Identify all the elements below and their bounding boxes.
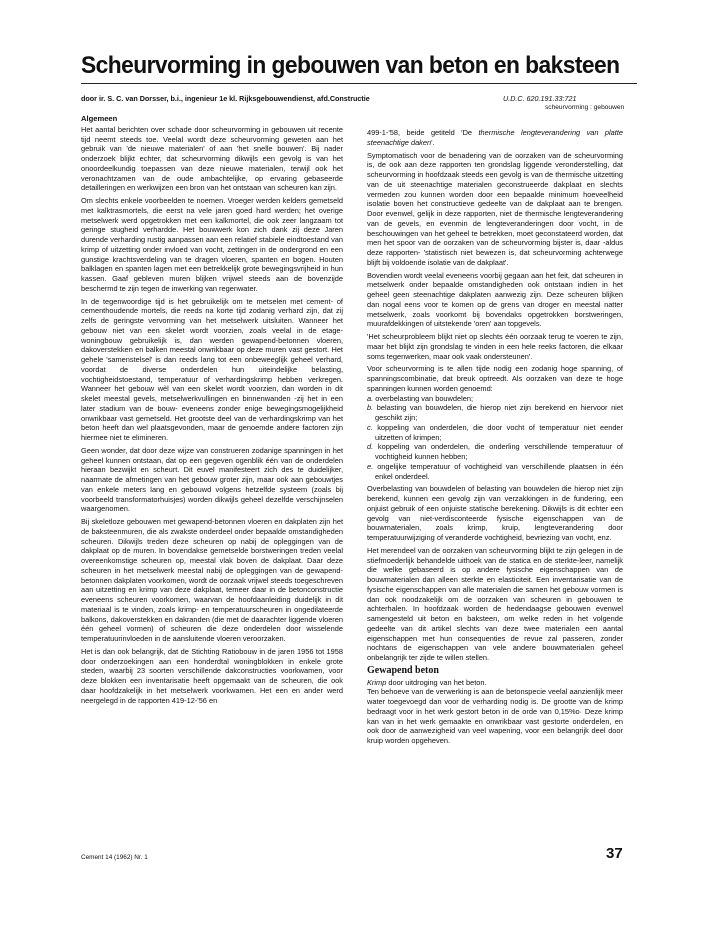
paragraph: 'Het scheurprobleem blijkt niet op slechts één oorzaak terug te voeren te zijn, maar het blijkt zijn grondslag te vinden in een hele reeks factoren, die elkaar soms tegenwerken, maar ook vaak ondersteunen'.	[367, 332, 623, 361]
list-marker: b.	[367, 403, 374, 413]
subject-keyword: scheurvorming : gebouwen	[545, 104, 625, 111]
paragraph-text: door uitdroging van het beton.	[386, 677, 487, 687]
author-byline: door ir. S. C. van Dorsser, b.i., ingenieur 1e kl. Rijksgebouwendienst, afd.Constructie	[81, 94, 370, 103]
list-item	[367, 462, 623, 482]
paragraph-text: '.	[431, 137, 435, 147]
list-item-text: koppeling van onderdelen, die onderling verschillende temperatuur of vochtigheid kunnen hebben;	[373, 442, 623, 461]
subheading-krimp: Krimp	[367, 677, 387, 687]
paragraph: Ten behoeve van de verwerking is aan de betonspecie veelal aanzienlijk meer water toegevoegd dan voor de verharding nodig is. De grootte van de krimp bedraagt voor in het werk gestort beton in de orde van 0,15%o· Deze krimp kan van in het werk gemaakte en onwrikbaar vast gestorte onderdelen, en ook door de aanwezigheid van veel wapening, voor een belangrijk deel door kruip worden opgeheven.	[367, 687, 623, 745]
article-title: Scheurvorming in gebouwen van beton en baksteen	[81, 52, 620, 79]
list-item-text: ongelijke temperatuur of vochtigheid van verschillende plaatsen in één enkel onderdeel.	[373, 461, 623, 481]
list-item	[367, 394, 623, 404]
udc-code: U.D.C. 620.191.33:721	[503, 94, 577, 103]
list-item-text: belasting van bouwdelen, die hierop niet zijn berekend en hiervoor niet geschikt zijn;	[373, 403, 623, 422]
cause-list	[367, 394, 623, 482]
paragraph: In de tegenwoordige tijd is het gebruikelijk om te metselen met cement- of cementhoudende mortels, die reeds na korte tijd zodanig verhard zijn, dat zij zelfs de geringste vervorming van het metselwerk uitsluiten. Wanneer het gebouw niet van een skelet wordt voorzien, zoals veelal in de etage-woningbouw gebruikelijk is, dan werden gewapend-betonnen vloeren, dakoverstekken en balken meestal onwrikbaar op deze muren vast gestort. Het gehele 'samenstelsel' is dan reeds lang tot een onbeweeglijk geheel verhard, voordat de diverse onderdelen hun uiteindelijke belasting, vochtigheidstoestand, temperatuur of verhardingskrimp hebben verkregen. Wanneer het gebouw wèl van een skelet wordt voorzien, dan worden in dit skelet meestal gevels, metselwerkvullingen en binnenwanden -zij het in een later stadium van de bouw- eveneens zonder enige bewegingsmogelijkheid onwrikbaar vast gemetseld. Het grootste deel van de verhardingskrimp van het beton heeft dan wel plaatsgevonden, maar de genoemde andere factoren zijn hiermee niet te elimineren.	[81, 296, 343, 442]
list-item	[367, 442, 623, 462]
page-number: 37	[606, 845, 623, 862]
list-marker: a.	[367, 393, 374, 403]
list-item	[367, 403, 623, 423]
paragraph	[367, 128, 623, 148]
paragraph: Overbelasting van bouwdelen of belasting van bouwdelen die hierop niet zijn berekend, kunnen een gevolg zijn van verzakkingen in de fundering, een onjuist gebruik of een onjuiste statische berekening. Dikwijls is dit echter een gevolg van niet-verdisconteerde fysische eigenschappen van de bouwmaterialen, zoals krimp, kruip, lengteverandering door temperatuurwijziging of veranderde vochtigheid, bevriezing van vocht, enz.	[367, 484, 623, 542]
paragraph: Bij skeletloze gebouwen met gewapend-betonnen vloeren en dakplaten zijn het de baksteenmuren, die als zwakste onderdeel onder bepaalde omstandigheden scheuren. Dikwijls treden deze scheuren op nabij de opleggingen van de dakplaat op de muren. In bovendakse gemetselde borstweringen treden veelal overeenkomstige scheuren op, meestal vlak boven de dakplaat. Daar deze scheuren in het metselwerk meestal nabij de opleggingen van de gewapend-betonnen dakplaten voorkomen, wordt de oorzaak vrijwel steeds toegeschreven aan uitzetting en krimp van deze dakplaat, temeer daar in de betonconstructie eveneens scheuren voorkomen, waarvan de hoofdaanleiding duidelijk in dit materiaal is te vinden, zoals krimp- en temperatuurscheuren in ongedilateerde balkons, dakoverstekken en dakranden (die met de daarachter liggende vloeren één geheel vormen) of scheuren die deze onderdelen door wisselende temperatuurinvloeden in de aansluitende vloeren veroorzaken.	[81, 517, 343, 643]
section-heading-gewapend-beton: Gewapend beton	[367, 664, 439, 676]
paragraph: Om slechts enkele voorbeelden te noemen. Vroeger werden kelders gemetseld met kalktrasmortels, die eerst na vele jaren goed hard werden; het overige metselwerk werd opgetrokken met een kalkmortel, die ook zeer langzaam tot geringe stugheid verhardde. Het bouwwerk kon zich dank zij deze Jaren durende verharding rustig aanpassen aan een relatief stabiele eindtoestand van krimp of uitzetting onder invloed van vocht, zettingen in de ondergrond en een gunstige krachtsverdeling van te dragen vloeren, spanten en bogen. Houten balklagen en spanten lagen met een betrekkelijk grote bewegingsvrijheid in hun kassen. Gaaf gebleven muren blijken vrijwel steeds aan de bovenzijde beschermd te zijn tegen de inwerking van regenwater.	[81, 196, 343, 293]
paragraph-text: 499-1-'58, beide getiteld 'De	[367, 128, 479, 137]
title-rule	[81, 83, 637, 84]
left-column	[81, 114, 343, 708]
paragraph: Het is dan ook belangrijk, dat de Stichting Ratiobouw in de jaren 1956 tot 1958 door onderzoekingen aan een honderdtal woningblokken in enkele grote steden, waarbij 23 soorten verschillende dakconstructies voorkwamen, voor deze blokken een inventarisatie heeft opgemaakt van de scheuren, die ook daar hoofdzakelijk in het metselwerk voorkwamen. Het een en ander werd neergelegd in de rapporten 419-12-'56 en	[81, 646, 343, 705]
list-marker: c.	[367, 422, 373, 432]
list-marker: d.	[367, 442, 374, 452]
report-title: thermische lengteverandering van platte steenachtige daken	[367, 128, 623, 147]
list-item-text: koppeling van onderdelen, die door vocht of temperatuur niet eender uitzetten of krimpen;	[372, 422, 623, 442]
section-heading-algemeen: Algemeen	[81, 114, 118, 123]
list-marker: e.	[367, 461, 374, 471]
paragraph: Geen wonder, dat door deze wijze van construeren zodanige spanningen in het geheel kunnen ontstaan, dat op een gegeven ogenblik één van de onderdelen hieraan bezwijkt en scheurt. Dit euvel manifesteert zich des te duidelijker, naarmate de afmetingen van het gebouw groter zijn, maar ook aan gebouwtjes van enkele meters lang en gebouwd volgens hetzelfde systeem (zoals bij voorbeeld transformatorhuisjes) worden dikwijls geheel dezelfde verschijnselen waargenomen.	[81, 445, 343, 514]
right-column	[367, 128, 623, 749]
paragraph	[367, 678, 623, 688]
list-item	[367, 423, 623, 443]
paragraph: Het aantal berichten over schade door scheurvorming in gebouwen uit recente tijd neemt steeds toe. Veelal wordt deze scheurvorming geweten aan het gebruik van 'de nieuwe materialen' of aan 'het snelle bouwen'. Bij nader onderzoek blijkt echter, dat scheurvorming dikwijls een gevolg is van het onoordeelkundig toepassen van deze nieuwe materialen, terwijl ook het veronachtzamen van de oude ambachtelijke, op ervaring gebaseerde detailleringen en werkwijzen een bron van het ontstaan van scheuren kan zijn.	[81, 124, 343, 193]
journal-footer: Cement 14 (1962) Nr. 1	[81, 854, 148, 861]
list-item-text: overbelasting van bouwdelen;	[373, 393, 474, 403]
paragraph: Het merendeel van de oorzaken van scheurvorming blijkt te zijn gelegen in de stiefmoederlijk behandelde uithoek van de statica en de sterkte-leer, namelijk die welke gebaseerd is op andere fysische eigenschappen van de bouwmaterialen dan alleen sterkte en elasticiteit. Een inventarisatie van de fysische eigenschappen van alle materialen die samen het gebouw vormen is dan ook noodzakelijk om de oorzaken van scheuren in gebouwen te achterhalen. In hoofdzaak worden de hedendaagse gebouwen evenwel samengesteld uit beton en baksteen, om welke reden in het volgende gedeelte van dit artikel slechts van deze twee materialen een aantal eigenschappen met hun consequenties de revue zal passeren, zonder nochtans de eigenschappen van vele andere bouwmaterialen geheel onbelangrijk ter zijde te willen stellen.	[367, 545, 623, 662]
paragraph: Voor scheurvorming is te allen tijde nodig een zodanig hoge spanning, of spanningscombinatie, dat breuk optreedt. Als oorzaken van deze te hoge spanningen kunnen worden genoemd:	[367, 364, 623, 393]
paragraph: Bovendien wordt veelal eveneens voorbij gegaan aan het feit, dat scheuren in metselwerk onder bepaalde omstandigheden ook ontstaan indien in het geheel geen steenachtige dakplaten aanwezig zijn. Deze scheuren blijken dan nogal eens voor te komen op de grens van droger en meestal natter metselwerk, zoals voorkomt bij bovendaks opgetrokken borstweringen, muurafdekkingen of uitstekende 'oren' aan topgevels.	[367, 270, 623, 329]
paragraph: Symptomatisch voor de benadering van de oorzaken van de scheurvorming is, de ook aan deze rapporten ten grondslag liggende veronderstelling, dat scheurvorming in hoofdzaak steeds een gevolg is van de thermische uitzetting van de uit steenachtige materialen geconstrueerde dakplaat en slechts vermeden zou kunnen worden door een bepaalde minimum hoeveelheid isolatie boven het constructieve gedeelte van de dakplaat aan te brengen. Door evenwel, gelijk in deze rapporten, niet de thermische lengteverandering van de gevels, en evenmin de lengteveranderingen door vocht, in de beschouwingen van het geheel te betrekken, moet geconstateerd worden, dat men het spoor van de oorzaken van de scheurvorming bijster is, daar -aldus deze rapporten- 'statistisch niet bewezen is, dat scheurvorming achterwege blijft bij voldoende isolatie van de dakplaat'.	[367, 150, 623, 267]
